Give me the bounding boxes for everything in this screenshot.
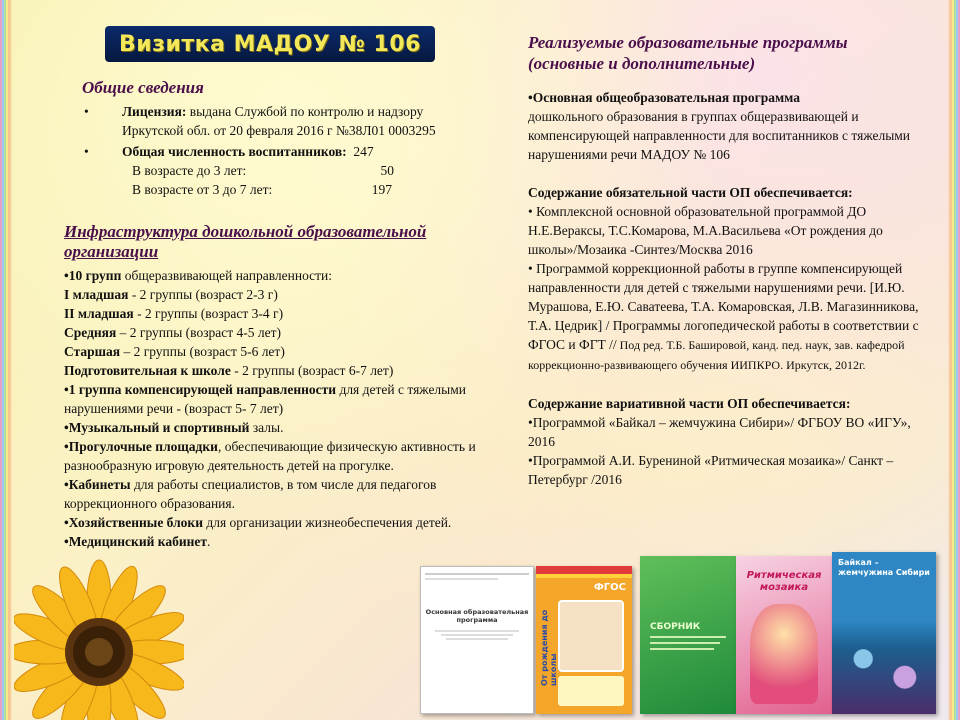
count-item: • Общая численность воспитанников: 247 bbox=[84, 144, 374, 159]
main-program: •Основная общеобразовательная программа дошкольного образования в группах общеразвивающей и компенсирующей направленности для воспитанников с тяжелыми нарушениями речи МАДОУ № 106 bbox=[528, 90, 911, 162]
infra-line: •Кабинеты для работы специалистов, в том числе для педагогов коррекционного образования. bbox=[64, 477, 437, 511]
infra-line: II младшая - 2 группы (возраст 3-4 г) bbox=[64, 306, 284, 321]
infra-line: •Хозяйственные блоки для организации жизнеобеспечения детей. bbox=[64, 515, 452, 530]
rhythm-mosaic-book-image: Ритмическая мозаика bbox=[736, 556, 832, 714]
programs-heading: Реализуемые образовательные программы (основные и дополнительные) bbox=[528, 33, 848, 73]
general-list bbox=[80, 102, 440, 199]
infra-line: Средняя – 2 группы (возраст 4-5 лет) bbox=[64, 325, 282, 340]
count-value: 247 bbox=[353, 144, 374, 159]
variative-heading: Содержание вариативной части ОП обеспечивается: bbox=[528, 396, 851, 411]
infra-line: •1 группа компенсирующей направленности для детей с тяжелыми нарушениями речи - (возраст 5- 7 лет) bbox=[64, 382, 467, 416]
baikal-book-image: Байкал – жемчужина Сибири bbox=[832, 552, 936, 714]
program-document-image: Основная образовательная программа bbox=[420, 566, 534, 714]
mandatory-item-2: • Программой коррекционной работы в группе компенсирующей направленности для детей с тяжелыми нарушениями речи. [И.Ю. Мурашова, Е.Ю. Саватеева, Т.А. Комаровская, Л.В. Магазинникова, Т.А. Цедрик] / Программы логопедической работы в соответствии с ФГОС и ФГТ // Под ред. Т.Б. Башировой, канд. пед. наук, зав. кафедрой коррекционно-развивающего обучения ИИПКРО. Иркутск, 2012г. bbox=[528, 261, 919, 372]
page-title: Визитка МАДОУ № 106 bbox=[119, 31, 421, 57]
mandatory-heading: Содержание обязательной части ОП обеспечивается: bbox=[528, 185, 853, 200]
sunflower-image bbox=[14, 556, 184, 720]
infra-line: Старшая – 2 группы (возраст 5-6 лет) bbox=[64, 344, 285, 359]
fgos-book-image: ФГОС От рождения до школы bbox=[536, 566, 632, 714]
age-row-3to7: В возрасте от 3 до 7 лет: 197 bbox=[132, 182, 392, 197]
general-heading: Общие сведения bbox=[82, 78, 204, 97]
infrastructure-heading: Инфраструктура дошкольной образовательной организации bbox=[64, 222, 427, 261]
rainbow-border-left bbox=[0, 0, 12, 720]
license-label: Лицензия: bbox=[122, 104, 187, 119]
variative-item-1: •Программой «Байкал – жемчужина Сибири»/ ФГБОУ ВО «ИГУ», 2016 bbox=[528, 415, 911, 449]
infra-line: •10 групп общеразвивающей направленности: bbox=[64, 268, 333, 283]
title-banner bbox=[105, 26, 435, 62]
license-item: • Лицензия: выдана Службой по контролю и надзору Иркутской обл. от 20 февраля 2016 г №38Л01 0003295 bbox=[84, 104, 436, 138]
age-row-under3: В возрасте до 3 лет: 50 bbox=[132, 163, 394, 178]
infra-line: •Музыкальный и спортивный залы. bbox=[64, 420, 284, 435]
variative-item-2: •Программой А.И. Бурениной «Ритмическая мозаика»/ Санкт – Петербург /2016 bbox=[528, 453, 894, 487]
infra-line: •Медицинский кабинет. bbox=[64, 534, 211, 549]
license-text: выдана Службой по контролю и надзору Иркутской обл. от 20 февраля 2016 г №38Л01 0003295 bbox=[122, 104, 436, 138]
programs-body bbox=[528, 88, 928, 489]
infra-line: •Прогулочные площадки, обеспечивающие физическую активность и разнообразную игровую деятельность детей на прогулке. bbox=[64, 439, 476, 473]
green-collection-book-image: СБОРНИК bbox=[640, 556, 736, 714]
infra-line: I младшая - 2 группы (возраст 2-3 г) bbox=[64, 287, 278, 302]
infrastructure-list bbox=[64, 266, 494, 551]
infra-line: Подготовительная к школе - 2 группы (возраст 6-7 лет) bbox=[64, 363, 394, 378]
mandatory-item-1: • Комплексной основной образовательной программой ДО Н.Е.Вераксы, Т.С.Комарова, М.А.Васильева «От рождения до школы»/Мозаика -Синтез/Москва 2016 bbox=[528, 204, 883, 257]
count-label: Общая численность воспитанников: bbox=[122, 144, 347, 159]
rainbow-border-right bbox=[948, 0, 960, 720]
